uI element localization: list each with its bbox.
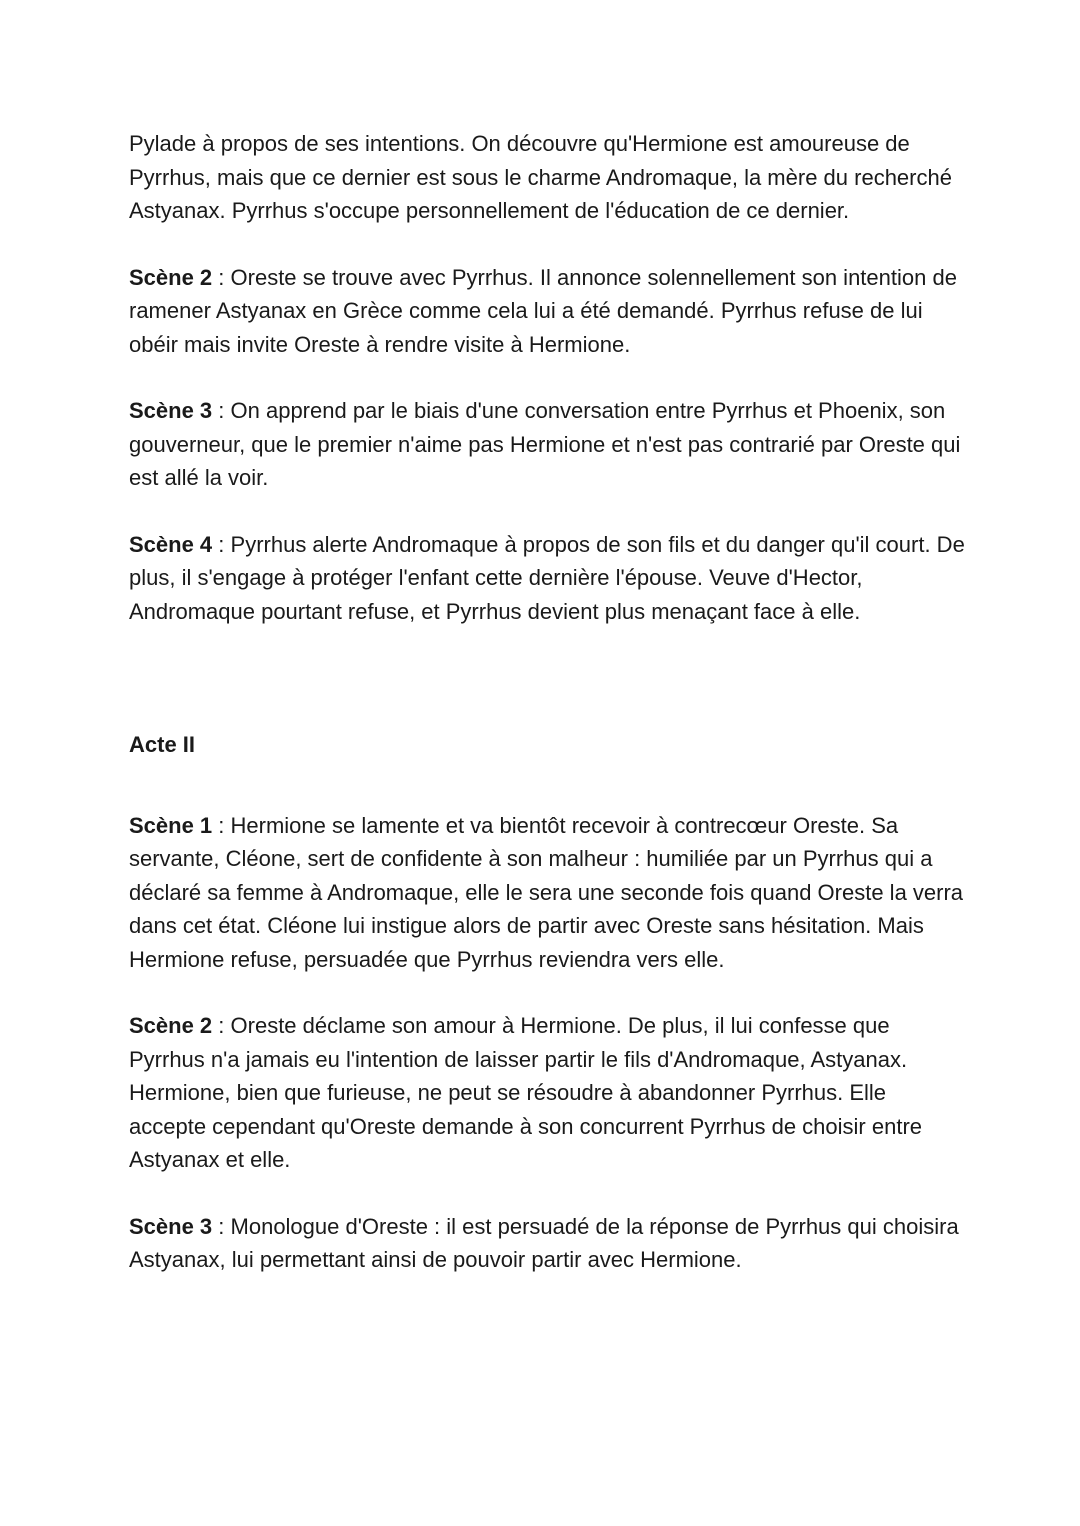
scene-label: Scène 4 (129, 531, 213, 557)
scene-text: Hermione se lamente et va bientôt recevoir à contrecœur Oreste. Sa servante, Cléone, sert de confidente à son malheur : humiliée par un Pyrrhus qui a déclaré sa femme à Andromaque, elle le sera une seconde fois quand Oreste la verra dans cet état. Cléone lui instigue alors de partir avec Oreste sans hésitation. Mais Hermione refuse, persuadée que Pyrrhus reviendra vers elle. (129, 812, 964, 972)
scene-text: Pyrrhus alerte Andromaque à propos de son fils et du danger qu'il court. De plus, il s'engage à protéger l'enfant cette dernière l'épouse. Veuve d'Hector, Andromaque pourtant refuse, et Pyrrhus devient plus menaçant face à elle. (129, 531, 965, 624)
scene-separator: : (212, 1213, 231, 1239)
scene-label: Scène 3 (129, 398, 213, 423)
scene-label: Scène 1 (129, 812, 213, 838)
document-page (129, 127, 969, 1277)
scene-text: Monologue d'Oreste : il est persuadé de la réponse de Pyrrhus qui choisira Astyanax, lui permettant ainsi de pouvoir partir avec Hermione. (129, 1213, 959, 1272)
scene-label: Scène 2 (129, 264, 213, 290)
act2-scene-3 (129, 1210, 969, 1277)
scene-separator: : (212, 531, 231, 557)
act1-scene-2 (129, 261, 969, 362)
scene-separator: : (212, 398, 231, 423)
act1-scene-3 (129, 394, 969, 495)
scene-label: Scène 3 (129, 1213, 213, 1239)
intro-paragraph: Pylade à propos de ses intentions. On découvre qu'Hermione est amoureuse de Pyrrhus, mais que ce dernier est sous le charme Andromaque, la mère du recherché Astyanax. Pyrrhus s'occupe personnellement de l'éducation de ce dernier. (129, 131, 952, 223)
scene-label: Scène 2 (129, 1013, 213, 1038)
act1-scene-4 (129, 528, 969, 629)
scene-separator: : (212, 1013, 231, 1038)
scene-text: Oreste se trouve avec Pyrrhus. Il annonce solennellement son intention de ramener Astyanax en Grèce comme cela lui a été demandé. Pyrrhus refuse de lui obéir mais invite Oreste à rendre visite à Hermione. (129, 264, 957, 357)
scene-separator: : (212, 264, 231, 290)
scene-text: On apprend par le biais d'une conversation entre Pyrrhus et Phoenix, son gouverneur, que le premier n'aime pas Hermione et n'est pas contrarié par Oreste qui est allé la voir. (129, 398, 961, 490)
scene-separator: : (212, 812, 231, 838)
act2-scene-1 (129, 809, 969, 977)
act2-scene-2 (129, 1009, 969, 1177)
scene-text: Oreste déclame son amour à Hermione. De plus, il lui confesse que Pyrrhus n'a jamais eu l'intention de laisser partir le fils d'Andromaque, Astyanax. Hermione, bien que furieuse, ne peut se résoudre à abandonner Pyrrhus. Elle accepte cependant qu'Oreste demande à son concurrent Pyrrhus de choisir entre Astyanax et elle. (129, 1013, 922, 1172)
act-2-heading: Acte II (129, 732, 196, 757)
